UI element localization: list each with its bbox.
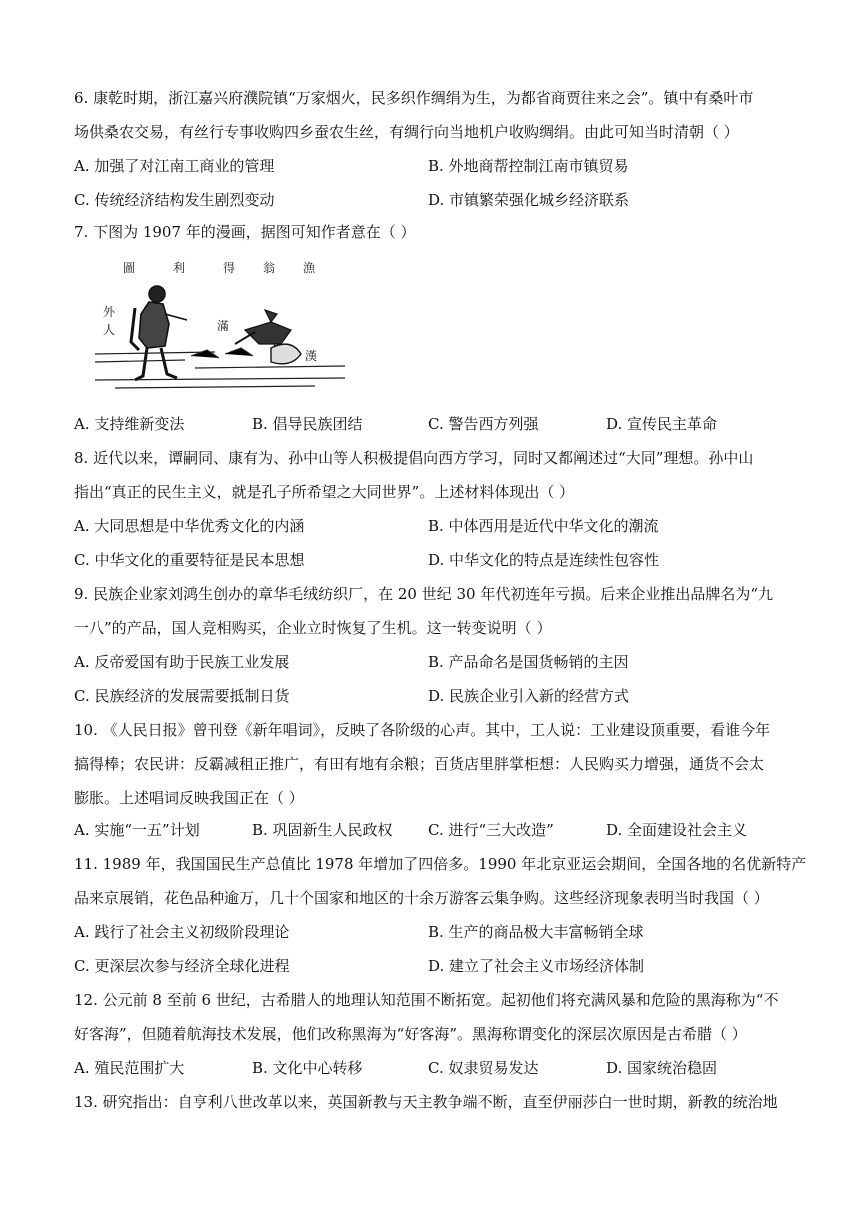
cartoon-label: 漢: [305, 349, 318, 363]
q6-option-c: C. 传统经济结构发生剧烈变动: [74, 191, 275, 209]
q8-option-c: C. 中华文化的重要特征是民本思想: [74, 551, 305, 569]
fisherman-figure: [131, 286, 187, 380]
cartoon-fisherman-image: [95, 258, 345, 398]
q12-stem-line-1: 12. 公元前 8 至前 6 世纪，古希腊人的地理认知范围不断拓宽。起初他们将充满风暴和危险的黑海称为“不: [74, 991, 779, 1009]
q13-stem-line-1: 13. 研究指出：自亨利八世改革以来，英国新教与天主教争端不断，直至伊丽莎白一世时期，新教的统治地: [74, 1093, 778, 1111]
q6-option-a: A. 加强了对江南工商业的管理: [74, 157, 275, 175]
q9-stem-line-1: 9. 民族企业家刘鸿生创办的章华毛绒纺织厂，在 20 世纪 30 年代初连年亏损。后来企业推出品牌名为“九: [74, 585, 773, 603]
q10-option-d: D. 全面建设社会主义: [606, 821, 748, 839]
q10-option-b: B. 巩固新生人民政权: [252, 821, 393, 839]
q6-stem-line-2: 场供桑农交易，有丝行专事收购四乡蚕农生丝，有绸行向当地机户收购绸绢。由此可知当时清朝（ ）: [74, 123, 739, 141]
q11-option-c: C. 更深层次参与经济全球化进程: [74, 957, 290, 975]
q11-option-a: A. 践行了社会主义初级阶段理论: [74, 923, 290, 941]
q9-option-b: B. 产品命名是国货畅销的主因: [428, 653, 629, 671]
q6-option-b: B. 外地商帮控制江南市镇贸易: [428, 157, 629, 175]
q12-option-d: D. 国家统治稳固: [606, 1059, 718, 1077]
cartoon-title-char: 漁: [303, 261, 316, 275]
q10-option-c: C. 进行“三大改造”: [428, 821, 554, 839]
cartoon-title-char: 圖: [123, 261, 136, 275]
cartoon-title-char: 利: [173, 261, 186, 275]
q10-stem-line-1: 10. 《人民日报》曾刊登《新年唱词》，反映了各阶级的心声。其中，工人说：工业建设顶重要，看谁今年: [74, 721, 771, 739]
q8-option-a: A. 大同思想是中华优秀文化的内涵: [74, 517, 305, 535]
q7-option-b: B. 倡导民族团结: [252, 415, 363, 433]
q12-option-b: B. 文化中心转移: [252, 1059, 363, 1077]
q11-option-d: D. 建立了社会主义市场经济体制: [428, 957, 645, 975]
cartoon-label: 外: [103, 305, 116, 319]
q6-option-d: D. 市镇繁荣强化城乡经济联系: [428, 191, 630, 209]
q10-stem-line-3: 膨胀。上述唱词反映我国正在（ ）: [74, 789, 304, 807]
q8-option-b: B. 中体西用是近代中华文化的潮流: [428, 517, 659, 535]
clam-shell: [271, 344, 301, 364]
q8-option-d: D. 中华文化的特点是连续性包容性: [428, 551, 660, 569]
q7-stem-line-1: 7. 下图为 1907 年的漫画，据图可知作者意在（ ）: [74, 223, 416, 241]
q12-option-a: A. 殖民范围扩大: [74, 1059, 185, 1077]
q12-stem-line-2: 好客海”，但随着航海技术发展，他们改称黑海为“好客海”。黑海称谓变化的深层次原因是古希腊（ ）: [74, 1025, 747, 1043]
q11-stem-line-2: 品来京展销，花色品种逾万，几十个国家和地区的十余万游客云集争购。这些经济现象表明当时我国（ ）: [74, 889, 769, 907]
cartoon-label: 人: [103, 323, 116, 337]
q9-option-a: A. 反帝爱国有助于民族工业发展: [74, 653, 290, 671]
q6-stem-line-1: 6. 康乾时期，浙江嘉兴府濮院镇“万家烟火，民多织作绸绢为生，为都省商贾往来之会”。镇中有桑叶市: [74, 89, 754, 107]
q11-option-b: B. 生产的商品极大丰富畅销全球: [428, 923, 644, 941]
cartoon-title-char: 翁: [263, 261, 276, 275]
cartoon-title-char: 得: [223, 261, 236, 275]
q8-stem-line-2: 指出“真正的民生主义，就是孔子所希望之大同世界”。上述材料体现出（ ）: [74, 483, 575, 501]
q11-stem-line-1: 11. 1989 年，我国国民生产总值比 1978 年增加了四倍多。1990 年北京亚运会期间，全国各地的名优新特产: [74, 855, 807, 873]
q9-option-c: C. 民族经济的发展需要抵制日货: [74, 687, 290, 705]
q7-option-a: A. 支持维新变法: [74, 415, 185, 433]
q9-stem-line-2: 一八”的产品，国人竞相购买，企业立时恢复了生机。这一转变说明（ ）: [74, 619, 552, 637]
q12-option-c: C. 奴隶贸易发达: [428, 1059, 539, 1077]
q10-stem-line-2: 搞得棒；农民讲：反霸减租正推广，有田有地有余粮；百货店里胖掌柜想：人民购买力增强，通货不会太: [74, 755, 765, 773]
q7-option-d: D. 宣传民主革命: [606, 415, 718, 433]
q9-option-d: D. 民族企业引入新的经营方式: [428, 687, 630, 705]
cartoon-label: 滿: [217, 319, 230, 333]
q10-option-a: A. 实施“一五”计划: [74, 821, 200, 839]
q7-option-c: C. 警告西方列强: [428, 415, 539, 433]
q8-stem-line-1: 8. 近代以来，谭嗣同、康有为、孙中山等人积极提倡向西方学习，同时又都阐述过“大同”理想。孙中山: [74, 449, 754, 467]
